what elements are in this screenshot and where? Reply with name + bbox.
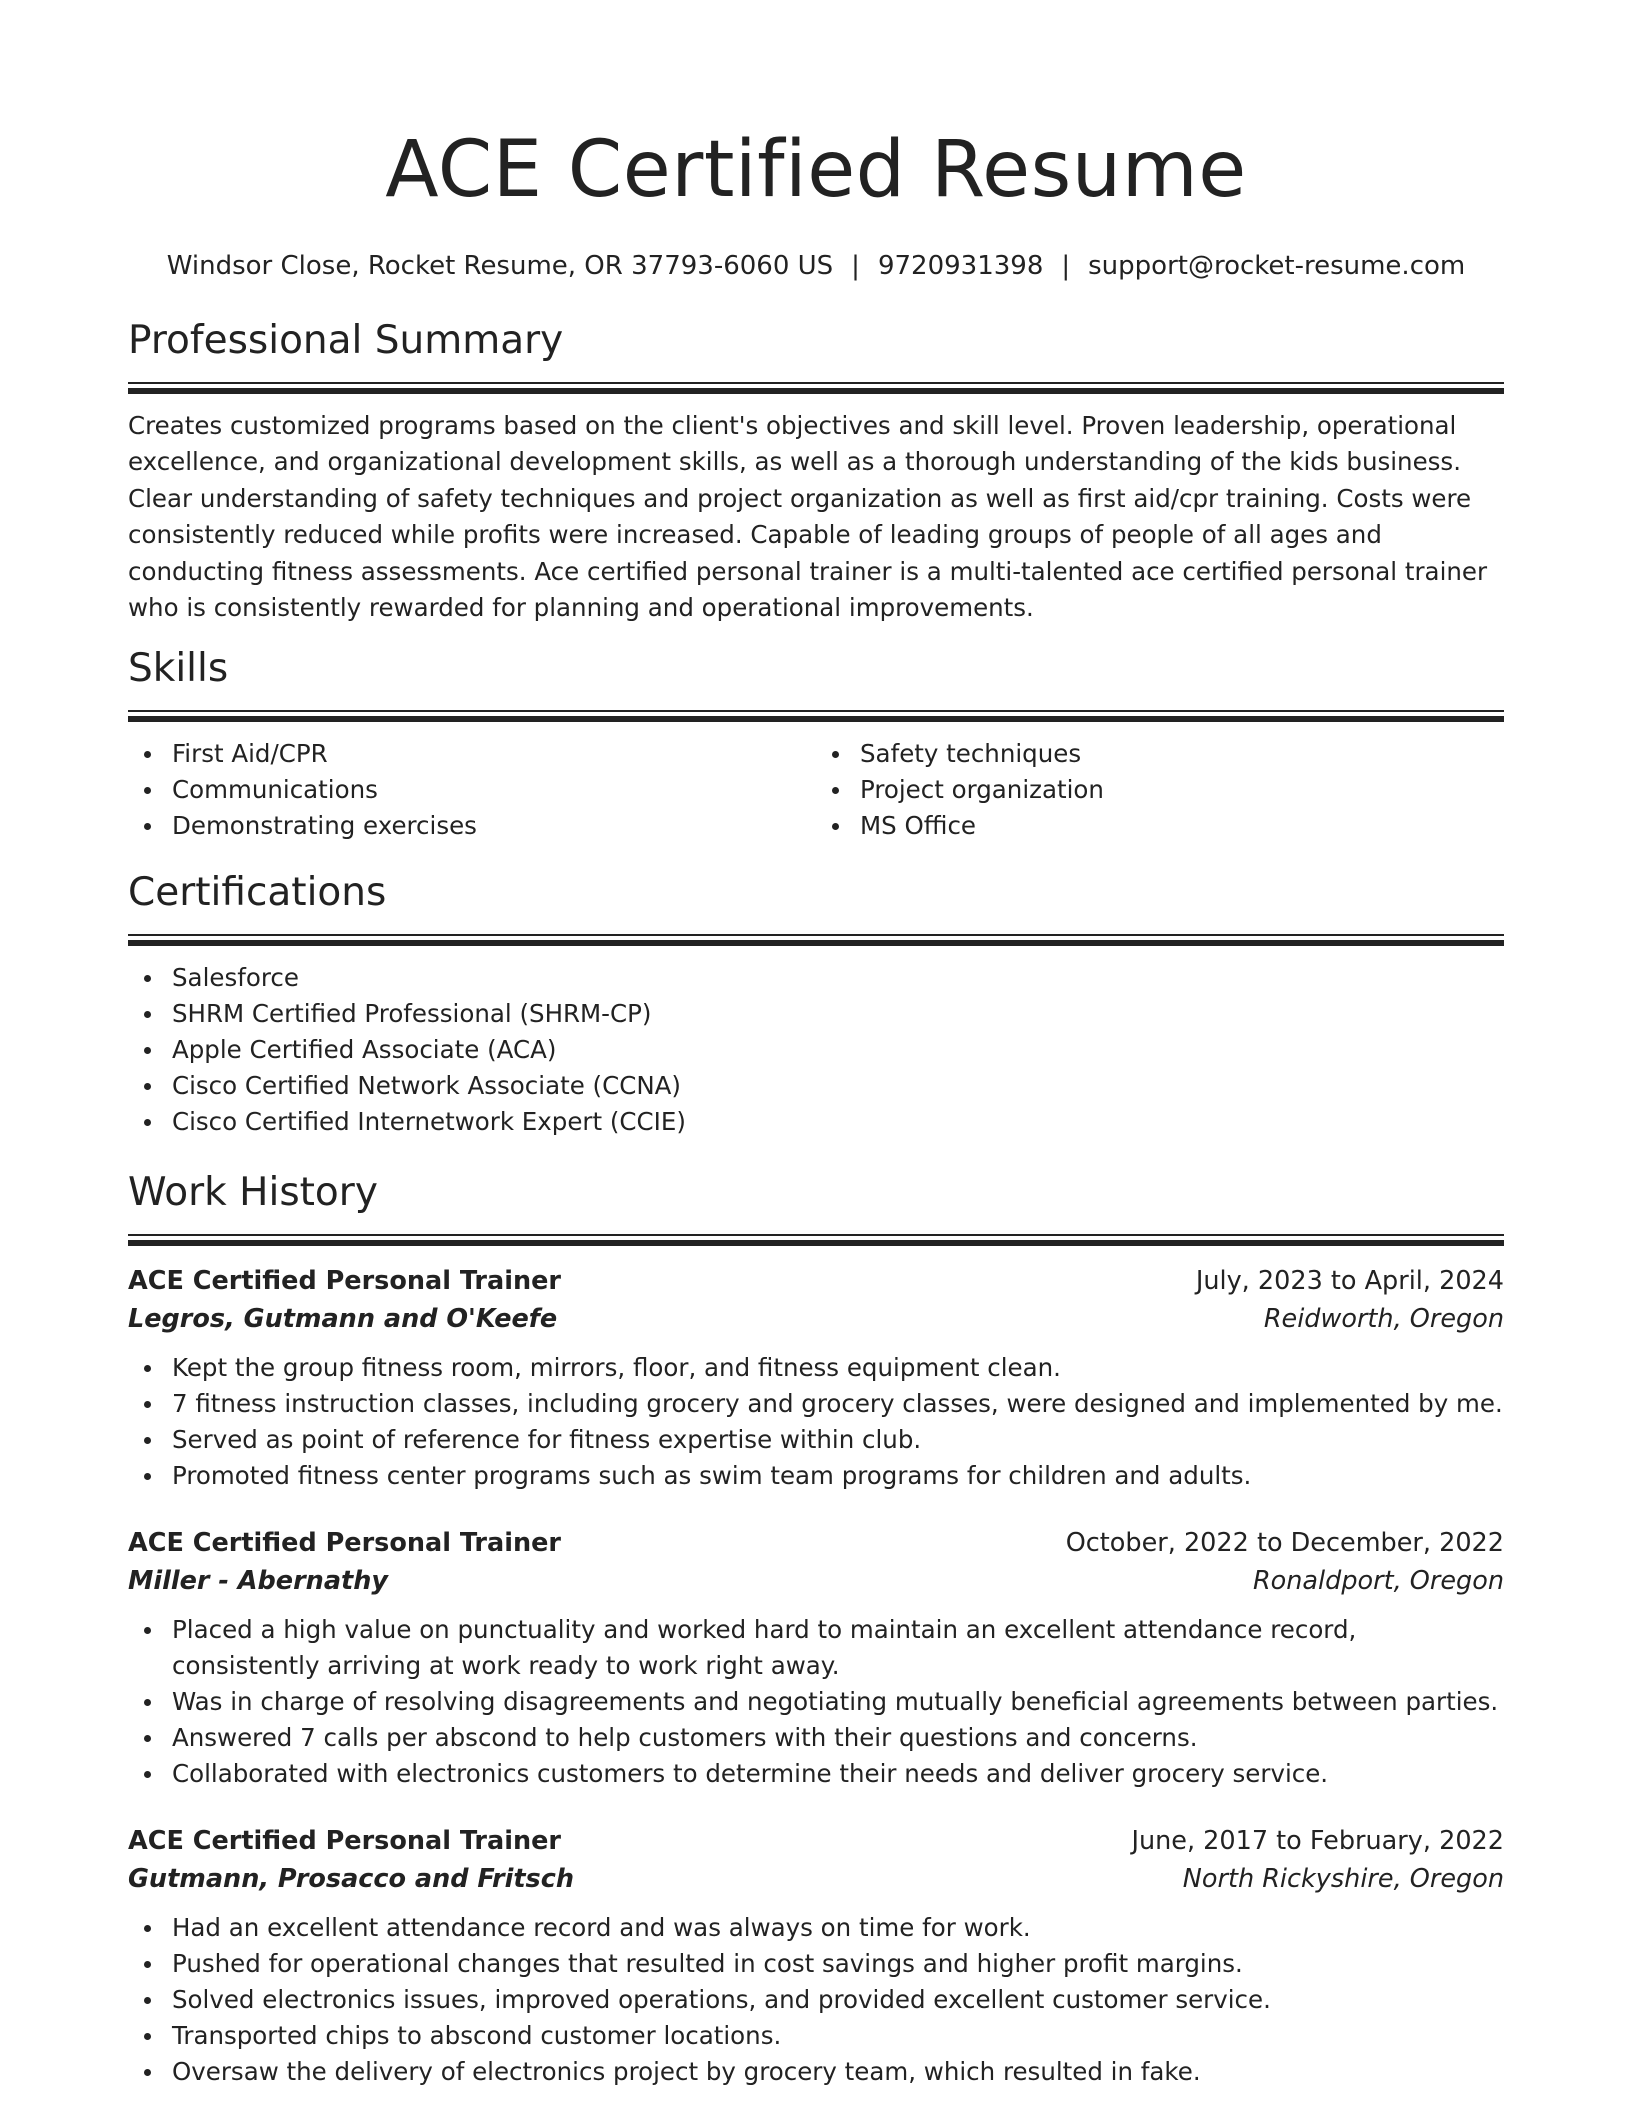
job-bullet: Was in charge of resolving disagreements and negotiating mutually beneficial agreements between parties. [128,1684,1504,1720]
job-bullet: Transported chips to abscond customer locations. [128,2018,1504,2054]
job-location: Ronaldport, Oregon [1252,1566,1504,1597]
certifications-section [128,868,1504,1140]
job-company-row [128,1300,1504,1338]
contact-separator: | [851,251,860,281]
job-title: ACE Certified Personal Trainer [128,1826,561,1857]
resume-name: ACE Certified Resume [385,125,1247,215]
skill-item: Communications [128,772,816,808]
certification-item: SHRM Certified Professional (SHRM-CP) [128,996,1504,1032]
skills-column-left [128,736,816,844]
job-bullet: Had an excellent attendance record and was always on time for work. [128,1910,1504,1946]
job-header-row [128,1524,1504,1562]
job-entry [128,1262,1504,1494]
job-header-row [128,1822,1504,1860]
certification-item: Salesforce [128,960,1504,996]
skills-grid [128,736,1504,844]
summary-section [128,316,1504,626]
contact-line [128,248,1504,284]
job-bullet: Answered 7 calls per abscond to help customers with their questions and concerns. [128,1720,1504,1756]
contact-phone: 9720931398 [877,251,1044,281]
certification-item: Apple Certified Associate (ACA) [128,1032,1504,1068]
job-bullets [128,1910,1504,2090]
job-company: Legros, Gutmann and O'Keefe [128,1304,558,1335]
section-divider [128,1234,1504,1246]
job-bullet: Solved electronics issues, improved operations, and provided excellent customer service. [128,1982,1504,2018]
contact-separator: | [1061,251,1071,281]
certification-item: Cisco Certified Network Associate (CCNA) [128,1068,1504,1104]
contact-email: support@rocket-resume.com [1088,251,1466,281]
job-dates: July, 2023 to April, 2024 [1195,1266,1504,1297]
job-company-row [128,1562,1504,1600]
job-bullet: 7 fitness instruction classes, including grocery and grocery classes, were designed and implemented by me. [128,1386,1504,1422]
job-bullet: Served as point of reference for fitness expertise within club. [128,1422,1504,1458]
skill-item: Project organization [816,772,1504,808]
section-title-certifications: Certifications [128,870,387,916]
job-location: Reidworth, Oregon [1263,1304,1504,1335]
skill-item: First Aid/CPR [128,736,816,772]
section-title-skills: Skills [128,646,229,692]
job-bullet: Oversaw the delivery of electronics project by grocery team, which resulted in fake. [128,2054,1504,2090]
contact-address: Windsor Close, Rocket Resume, OR 37793-6060 US [166,251,834,281]
job-bullet: Pushed for operational changes that resulted in cost savings and higher profit margins. [128,1946,1504,1982]
job-bullets [128,1350,1504,1494]
job-entry [128,1822,1504,2090]
job-company: Miller - Abernathy [128,1566,388,1597]
section-title-summary: Professional Summary [128,318,564,363]
job-location: North Rickyshire, Oregon [1182,1864,1504,1895]
section-divider [128,710,1504,722]
job-title: ACE Certified Personal Trainer [128,1266,561,1297]
job-title: ACE Certified Personal Trainer [128,1528,561,1559]
skill-item: Safety techniques [816,736,1504,772]
job-bullet: Promoted fitness center programs such as swim team programs for children and adults. [128,1458,1504,1494]
certifications-list [128,960,1504,1140]
job-bullet: Placed a high value on punctuality and worked hard to maintain an excellent attendance record, consistently arriving at work ready to work right away. [128,1612,1504,1684]
job-bullets [128,1612,1504,1792]
section-title-work-history: Work History [128,1170,378,1216]
summary-text: Creates customized programs based on the client's objectives and skill level. Proven leadership, operational excellence, and organizational development skills, as well as a thorough understanding of the kids business. Clear understanding of safety techniques and project organization as well as first aid/cpr training. Costs were consistently reduced while profits were increased. Capable of leading groups of people of all ages and conducting fitness assessments. Ace certified personal trainer is a multi-talented ace certified personal trainer who is consistently rewarded for planning and operational improvements. [128,411,1488,623]
job-dates: October, 2022 to December, 2022 [1065,1528,1504,1559]
job-company-row [128,1860,1504,1898]
job-bullet: Collaborated with electronics customers to determine their needs and deliver grocery service. [128,1756,1504,1792]
job-dates: June, 2017 to February, 2022 [1131,1826,1504,1857]
job-entry [128,1524,1504,1792]
section-divider [128,934,1504,946]
skill-item: Demonstrating exercises [128,808,816,844]
skills-column-right [816,736,1504,844]
job-company: Gutmann, Prosacco and Fritsch [128,1864,575,1895]
work-history-section [128,1168,1504,2090]
skill-item: MS Office [816,808,1504,844]
job-header-row [128,1262,1504,1300]
certification-item: Cisco Certified Internetwork Expert (CCIE) [128,1104,1504,1140]
skills-section [128,644,1504,844]
section-divider [128,382,1504,394]
job-bullet: Kept the group fitness room, mirrors, floor, and fitness equipment clean. [128,1350,1504,1386]
